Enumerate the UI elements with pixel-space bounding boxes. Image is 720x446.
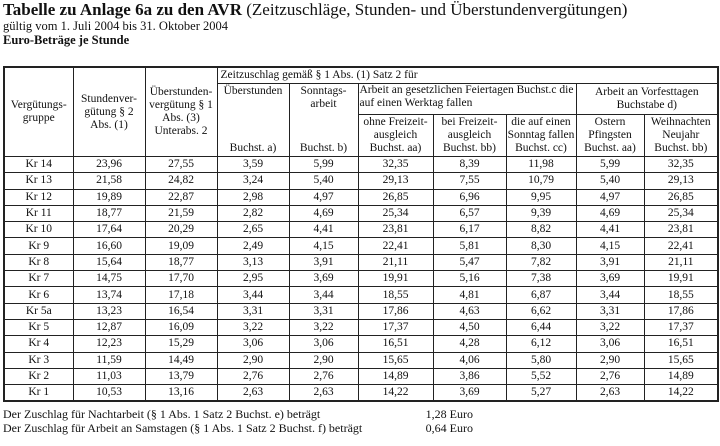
cell-holiday-with-comp: 6,17 [433, 222, 506, 238]
table-row [4, 173, 718, 189]
cell-eve-christmas: 26,85 [644, 189, 718, 205]
cell-sunday-surcharge: 2,76 [289, 368, 358, 384]
cell-eve-christmas: 16,51 [644, 336, 718, 352]
cell-holiday-with-comp: 5,47 [433, 254, 506, 270]
header-overtime-pay: Überstunden-vergütung § 1 Abs. (3) Unterabs. 2 [145, 67, 217, 157]
cell-hourly-pay: 17,64 [73, 222, 145, 238]
cell-eve-easter: 4,15 [576, 238, 644, 254]
cell-eve-easter: 2,63 [576, 385, 644, 402]
cell-hourly-pay: 11,59 [73, 352, 145, 368]
cell-eve-christmas: 14,89 [644, 368, 718, 384]
cell-holiday-with-comp: 5,16 [433, 271, 506, 287]
cell-eve-christmas: 21,11 [644, 254, 718, 270]
cell-overtime-pay: 21,59 [145, 205, 217, 221]
header-eve-christmas: Weihnachten Neujahr Buchst. bb) [644, 115, 718, 157]
cell-group: Kr 7 [4, 271, 73, 287]
table-row [4, 385, 718, 402]
cell-holiday-with-comp: 8,39 [433, 157, 506, 173]
cell-sunday-surcharge: 4,15 [289, 238, 358, 254]
cell-eve-christmas: 17,86 [644, 303, 718, 319]
cell-eve-easter: 4,69 [576, 205, 644, 221]
cell-overtime-pay: 15,29 [145, 336, 217, 352]
cell-overtime-surcharge: 3,31 [217, 303, 289, 319]
cell-holiday-no-comp: 16,51 [358, 336, 433, 352]
cell-group: Kr 14 [4, 157, 73, 173]
cell-hourly-pay: 23,96 [73, 157, 145, 173]
cell-holiday-with-comp: 7,55 [433, 173, 506, 189]
document-title-bold: Tabelle zu Anlage 6a zu den AVR [3, 0, 242, 19]
cell-holiday-with-comp: 4,28 [433, 336, 506, 352]
cell-group: Kr 1 [4, 385, 73, 402]
document-title [3, 0, 627, 20]
cell-holiday-sunday: 11,98 [506, 157, 576, 173]
table-row [4, 238, 718, 254]
header-hourly-pay: Stundenver-gütung § 2 Abs. (1) [73, 67, 145, 157]
note-night-text: Der Zuschlag für Nachtarbeit (§ 1 Abs. 1 Satz 2 Buchst. e) beträgt [3, 407, 321, 421]
cell-eve-easter: 2,76 [576, 368, 644, 384]
note-saturday-work [3, 421, 473, 435]
cell-overtime-surcharge: 2,65 [217, 222, 289, 238]
unit-label: Euro-Beträge je Stunde [3, 33, 130, 47]
cell-group: Kr 11 [4, 205, 73, 221]
cell-holiday-sunday: 10,79 [506, 173, 576, 189]
header-holiday-with-comp: bei Freizeit-ausgleich Buchst. bb) [433, 115, 506, 157]
header-group: Vergütungs-gruppe [4, 67, 73, 157]
cell-holiday-sunday: 9,95 [506, 189, 576, 205]
cell-holiday-with-comp: 4,50 [433, 319, 506, 335]
table-body [4, 157, 718, 402]
cell-overtime-pay: 16,54 [145, 303, 217, 319]
cell-overtime-surcharge: 2,49 [217, 238, 289, 254]
cell-holiday-no-comp: 26,85 [358, 189, 433, 205]
cell-holiday-no-comp: 23,81 [358, 222, 433, 238]
cell-eve-easter: 4,97 [576, 189, 644, 205]
header-sunday [289, 84, 358, 157]
cell-group: Kr 9 [4, 238, 73, 254]
table-row [4, 336, 718, 352]
cell-holiday-with-comp: 5,81 [433, 238, 506, 254]
cell-holiday-with-comp: 3,69 [433, 385, 506, 402]
cell-group: Kr 4 [4, 336, 73, 352]
cell-hourly-pay: 21,58 [73, 173, 145, 189]
cell-overtime-pay: 17,18 [145, 287, 217, 303]
cell-holiday-sunday: 6,62 [506, 303, 576, 319]
note-night-value: 1,28 Euro [425, 407, 473, 421]
cell-holiday-no-comp: 22,41 [358, 238, 433, 254]
cell-overtime-surcharge: 2,82 [217, 205, 289, 221]
cell-overtime-surcharge: 2,90 [217, 352, 289, 368]
cell-holiday-sunday: 8,82 [506, 222, 576, 238]
cell-eve-easter: 5,99 [576, 157, 644, 173]
cell-eve-easter: 3,69 [576, 271, 644, 287]
cell-eve-easter: 5,40 [576, 173, 644, 189]
cell-holiday-sunday: 5,27 [506, 385, 576, 402]
header-sunday-label: Sonntags-arbeit [300, 85, 347, 110]
cell-sunday-surcharge: 3,69 [289, 271, 358, 287]
cell-holiday-no-comp: 25,34 [358, 205, 433, 221]
cell-holiday-no-comp: 32,35 [358, 157, 433, 173]
cell-group: Kr 5a [4, 303, 73, 319]
cell-eve-christmas: 23,81 [644, 222, 718, 238]
cell-holiday-sunday: 5,80 [506, 352, 576, 368]
cell-overtime-pay: 19,09 [145, 238, 217, 254]
cell-sunday-surcharge: 3,91 [289, 254, 358, 270]
header-holiday-sunday: die auf einen Sonntag fallen Buchst. cc) [506, 115, 576, 157]
cell-hourly-pay: 13,23 [73, 303, 145, 319]
validity-period: gültig vom 1. Juli 2004 bis 31. Oktober 2004 [3, 19, 228, 33]
table-row [4, 271, 718, 287]
cell-group: Kr 5 [4, 319, 73, 335]
cell-sunday-surcharge: 3,44 [289, 287, 358, 303]
cell-holiday-no-comp: 17,86 [358, 303, 433, 319]
cell-holiday-sunday: 7,82 [506, 254, 576, 270]
cell-group: Kr 13 [4, 173, 73, 189]
surcharge-table [3, 66, 719, 402]
cell-overtime-surcharge: 3,06 [217, 336, 289, 352]
cell-sunday-surcharge: 3,22 [289, 319, 358, 335]
cell-group: Kr 3 [4, 352, 73, 368]
cell-holiday-with-comp: 4,81 [433, 287, 506, 303]
cell-overtime-pay: 13,16 [145, 385, 217, 402]
cell-eve-christmas: 22,41 [644, 238, 718, 254]
cell-sunday-surcharge: 5,40 [289, 173, 358, 189]
cell-holiday-no-comp: 21,11 [358, 254, 433, 270]
cell-hourly-pay: 12,23 [73, 336, 145, 352]
document-title-rest: (Zeitzuschläge, Stunden- und Überstundenvergütungen) [242, 0, 628, 19]
cell-holiday-sunday: 8,30 [506, 238, 576, 254]
note-saturday-text: Der Zuschlag für Arbeit an Samstagen (§ 1 Abs. 1 Satz 2 Buchst. f) beträgt [3, 421, 363, 435]
cell-holiday-sunday: 6,44 [506, 319, 576, 335]
cell-eve-christmas: 18,55 [644, 287, 718, 303]
cell-hourly-pay: 10,53 [73, 385, 145, 402]
cell-hourly-pay: 12,87 [73, 319, 145, 335]
cell-eve-christmas: 32,35 [644, 157, 718, 173]
cell-hourly-pay: 13,74 [73, 287, 145, 303]
cell-sunday-surcharge: 5,99 [289, 157, 358, 173]
cell-overtime-pay: 27,55 [145, 157, 217, 173]
cell-group: Kr 12 [4, 189, 73, 205]
cell-sunday-surcharge: 3,06 [289, 336, 358, 352]
cell-eve-easter: 3,22 [576, 319, 644, 335]
cell-sunday-surcharge: 2,63 [289, 385, 358, 402]
cell-hourly-pay: 19,89 [73, 189, 145, 205]
cell-overtime-surcharge: 2,95 [217, 271, 289, 287]
cell-holiday-no-comp: 19,91 [358, 271, 433, 287]
cell-overtime-surcharge: 2,76 [217, 368, 289, 384]
cell-holiday-no-comp: 14,22 [358, 385, 433, 402]
header-eve-group: Arbeit an Vorfesttagen Buchstabe d) [576, 84, 718, 115]
header-surcharge-group: Zeitzuschlag gemäß § 1 Abs. (1) Satz 2 für [217, 67, 718, 84]
cell-holiday-sunday: 9,39 [506, 205, 576, 221]
header-eve-easter: Ostern Pfingsten Buchst. aa) [576, 115, 644, 157]
header-overtime-label: Überstunden [223, 85, 283, 97]
cell-hourly-pay: 15,64 [73, 254, 145, 270]
cell-sunday-surcharge: 3,31 [289, 303, 358, 319]
cell-eve-easter: 3,06 [576, 336, 644, 352]
cell-overtime-surcharge: 3,44 [217, 287, 289, 303]
cell-overtime-pay: 22,87 [145, 189, 217, 205]
cell-overtime-surcharge: 3,24 [217, 173, 289, 189]
cell-holiday-sunday: 6,87 [506, 287, 576, 303]
table-row [4, 222, 718, 238]
cell-overtime-pay: 20,29 [145, 222, 217, 238]
cell-eve-christmas: 14,22 [644, 385, 718, 402]
cell-overtime-surcharge: 3,59 [217, 157, 289, 173]
header-holiday-no-comp: ohne Freizeit-ausgleich Buchst. aa) [358, 115, 433, 157]
cell-overtime-pay: 14,49 [145, 352, 217, 368]
cell-eve-easter: 4,41 [576, 222, 644, 238]
table-row [4, 287, 718, 303]
cell-overtime-surcharge: 3,13 [217, 254, 289, 270]
cell-group: Kr 6 [4, 287, 73, 303]
cell-eve-easter: 3,31 [576, 303, 644, 319]
table-row [4, 352, 718, 368]
table-row [4, 254, 718, 270]
header-sunday-ref: Buchst. b) [299, 142, 348, 154]
cell-holiday-no-comp: 14,89 [358, 368, 433, 384]
table-row [4, 205, 718, 221]
header-holiday-group: Arbeit an gesetzlichen Feiertagen Buchst.c die auf einen Werktag fallen [358, 84, 576, 115]
cell-overtime-pay: 16,09 [145, 319, 217, 335]
cell-group: Kr 2 [4, 368, 73, 384]
table-row [4, 157, 718, 173]
cell-eve-christmas: 25,34 [644, 205, 718, 221]
table-row [4, 303, 718, 319]
cell-overtime-surcharge: 2,98 [217, 189, 289, 205]
cell-overtime-surcharge: 3,22 [217, 319, 289, 335]
header-overtime [217, 84, 289, 157]
cell-holiday-with-comp: 4,06 [433, 352, 506, 368]
cell-group: Kr 10 [4, 222, 73, 238]
note-saturday-value: 0,64 Euro [425, 421, 473, 435]
cell-holiday-no-comp: 17,37 [358, 319, 433, 335]
cell-overtime-pay: 24,82 [145, 173, 217, 189]
cell-eve-christmas: 19,91 [644, 271, 718, 287]
cell-holiday-no-comp: 18,55 [358, 287, 433, 303]
note-night-work [3, 407, 473, 421]
notes [3, 407, 473, 435]
cell-overtime-surcharge: 2,63 [217, 385, 289, 402]
cell-holiday-sunday: 5,52 [506, 368, 576, 384]
cell-hourly-pay: 11,03 [73, 368, 145, 384]
cell-eve-christmas: 29,13 [644, 173, 718, 189]
cell-overtime-pay: 18,77 [145, 254, 217, 270]
cell-holiday-sunday: 6,12 [506, 336, 576, 352]
cell-eve-christmas: 17,37 [644, 319, 718, 335]
cell-hourly-pay: 16,60 [73, 238, 145, 254]
cell-eve-easter: 3,44 [576, 287, 644, 303]
cell-sunday-surcharge: 4,97 [289, 189, 358, 205]
cell-holiday-with-comp: 3,86 [433, 368, 506, 384]
cell-overtime-pay: 17,70 [145, 271, 217, 287]
cell-holiday-no-comp: 15,65 [358, 352, 433, 368]
cell-holiday-sunday: 7,38 [506, 271, 576, 287]
table-row [4, 319, 718, 335]
cell-hourly-pay: 14,75 [73, 271, 145, 287]
cell-holiday-with-comp: 4,63 [433, 303, 506, 319]
header-overtime-ref: Buchst. a) [229, 142, 277, 154]
cell-overtime-pay: 13,79 [145, 368, 217, 384]
cell-eve-easter: 2,90 [576, 352, 644, 368]
cell-sunday-surcharge: 2,90 [289, 352, 358, 368]
cell-eve-christmas: 15,65 [644, 352, 718, 368]
cell-holiday-with-comp: 6,57 [433, 205, 506, 221]
cell-holiday-no-comp: 29,13 [358, 173, 433, 189]
table-row [4, 189, 718, 205]
cell-holiday-with-comp: 6,96 [433, 189, 506, 205]
cell-eve-easter: 3,91 [576, 254, 644, 270]
cell-group: Kr 8 [4, 254, 73, 270]
cell-sunday-surcharge: 4,41 [289, 222, 358, 238]
cell-sunday-surcharge: 4,69 [289, 205, 358, 221]
table-row [4, 368, 718, 384]
cell-hourly-pay: 18,77 [73, 205, 145, 221]
